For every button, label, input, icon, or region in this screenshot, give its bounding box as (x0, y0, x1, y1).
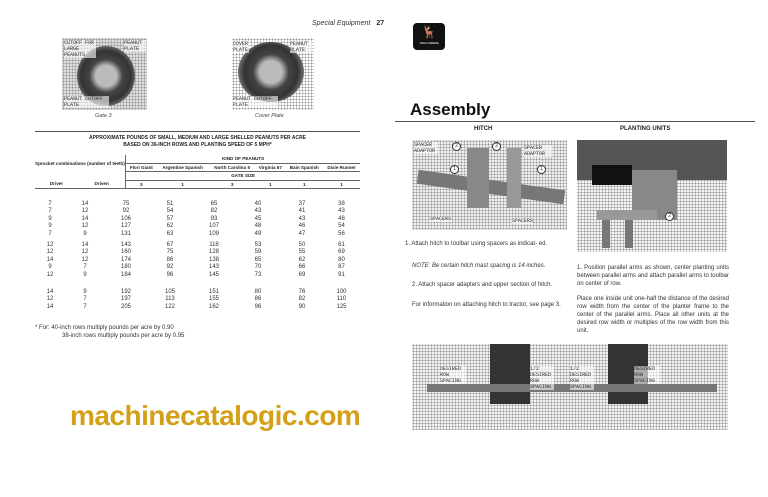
section-name: Special Equipment (312, 20, 371, 27)
callout-number: 2 (665, 212, 674, 221)
table-cell: 12 (81, 223, 89, 230)
table-cell: 100 (336, 289, 347, 295)
table-subtitle: BASED ON 36-INCH ROWS AND PLANTING SPEED OF 5 MPH* (123, 142, 272, 148)
kind-label: Argentine Spanish (162, 164, 203, 170)
table-cell: 50 (298, 242, 306, 248)
table-cell: 9 (83, 289, 87, 295)
figure-label: SPACERS (430, 216, 452, 222)
table-cell: 54 (338, 223, 345, 230)
figure-label: 1/2 DESIRED ROW SPACING (530, 366, 554, 390)
driver-header: Driver (35, 180, 78, 189)
table-cell: 75 (166, 249, 174, 256)
kind-label: Flori Giant (129, 164, 153, 170)
table-cell: 184 (120, 271, 131, 278)
figure-label: 1/2 DESIRED ROW SPACING (570, 366, 594, 390)
watermark: machinecatalogic.com (70, 400, 361, 431)
figure-label: PEANUT CUTOFF PLATE (64, 96, 109, 108)
table-cell: 7 (83, 264, 87, 271)
john-deere-logo: 🦌 JOHN DEERE (413, 23, 445, 50)
table-row (35, 223, 360, 230)
table-cell: 160 (120, 249, 131, 256)
hitch-info: For information on attaching hitch to tractor, see page 3. (412, 302, 561, 308)
planting-units-heading: PLANTING UNITS (620, 126, 671, 132)
table-row (35, 257, 360, 264)
divider (395, 121, 755, 122)
gate-size: 3 (209, 180, 255, 189)
table-cell: 145 (208, 271, 219, 278)
figure-caption: Cover Plate (255, 113, 284, 119)
table-cell: 47 (298, 230, 306, 237)
table-cell: 75 (122, 201, 130, 207)
table-cell: 57 (166, 215, 174, 222)
hitch-note: NOTE: Be certain hitch mast spacing is 14 inches. (412, 263, 546, 269)
table-cell: 62 (298, 256, 306, 263)
table-group (35, 289, 360, 311)
planting-paragraph: Place one inside unit one-half the distance of the desired row width from the center of the planter frame to the center of the parallel arms. Place all other units at the desired row width or multiples of the row width from this unit. (577, 296, 729, 334)
table-cell: 92 (166, 264, 174, 271)
table-cell: 113 (165, 296, 175, 303)
table-cell: 67 (166, 242, 174, 248)
table-cell: 131 (120, 230, 131, 237)
table-cell: 128 (208, 249, 219, 256)
table-cell: 197 (120, 296, 131, 303)
table-group (35, 201, 360, 238)
table-cell: 9 (83, 271, 87, 278)
row-spacing-figure (412, 344, 728, 430)
table-cell: 7 (48, 208, 52, 215)
kind-label: Dixie Runner (327, 164, 356, 170)
table-cell: 61 (338, 242, 345, 248)
gate-size: 1 (285, 180, 323, 189)
table-cell: 37 (298, 201, 306, 207)
figure-label: SPACER ADAPTOR (414, 142, 438, 154)
planting-step-1: 1. Position parallel arms as shown, center planting units between parallel arms and attach parallel arms to toolbar on center of row. (577, 265, 729, 287)
table-title: APPROXIMATE POUNDS OF SMALL, MEDIUM AND LARGE SHELLED PEANUTS PER ACRE (88, 135, 307, 141)
table-cell: 76 (298, 289, 306, 295)
table-cell: 107 (208, 223, 219, 230)
divider (35, 131, 360, 132)
table-cell: 48 (254, 223, 262, 230)
table-cell: 82 (210, 208, 218, 215)
table-row (35, 216, 360, 223)
table-cell: 41 (298, 208, 306, 215)
table-cell: 70 (254, 264, 262, 271)
table-cell: 12 (81, 256, 89, 263)
table-row (35, 249, 360, 256)
table-cell: 80 (254, 289, 262, 295)
table-cell: 73 (254, 271, 262, 278)
table-cell: 118 (209, 242, 219, 248)
table-cell: 109 (208, 230, 219, 237)
figure-label: DESIRED ROW SPACING (634, 366, 660, 384)
callout-number: 1 (450, 165, 459, 174)
table-row (35, 272, 360, 279)
table-cell: 7 (48, 230, 52, 237)
cover-plate-figure (232, 38, 314, 110)
kind-header: KIND OF PEANUTS (126, 155, 360, 163)
table-cell: 80 (338, 256, 345, 263)
table-cell: 49 (254, 230, 262, 237)
figure-label: COVER PLATE (233, 41, 249, 53)
table-cell: 127 (120, 223, 131, 230)
gate-size: 1 (156, 180, 209, 189)
table-cell: 205 (120, 303, 131, 310)
kind-label: North Carolina 5 (214, 164, 250, 170)
hitch-heading: HITCH (474, 126, 493, 132)
table-cell: 122 (164, 303, 175, 310)
hitch-step-1: 1. Attach hitch to toolbar using spacers as indicat- ed. (405, 241, 548, 247)
table-cell: 174 (120, 256, 131, 263)
figure-label: DESIRED ROW SPACING (440, 366, 466, 384)
table-cell: 7 (83, 303, 87, 310)
hitch-figure (412, 140, 567, 230)
table-row (35, 264, 360, 271)
table-cell: 90 (298, 303, 306, 310)
table-cell: 51 (166, 201, 174, 207)
driven-header: Driven (78, 180, 126, 189)
hitch-step-2: 2. Attach spacer adapters and upper section of hitch. (412, 282, 553, 288)
table-row (35, 242, 360, 249)
table-row (35, 208, 360, 215)
table-cell: 12 (46, 242, 54, 248)
table-cell: 53 (254, 242, 262, 248)
table-cell: 59 (254, 249, 262, 256)
table-cell: 110 (336, 296, 347, 303)
callout-number: 1 (537, 165, 546, 174)
table-cell: 69 (298, 271, 306, 278)
figure-label: PEANUT CUTOFF PLATE (233, 96, 278, 108)
table-cell: 93 (210, 215, 218, 222)
table-cell: 14 (46, 303, 54, 310)
table-cell: 14 (46, 256, 54, 263)
planting-units-figure (577, 140, 727, 252)
figure-label: CUTOFF FOR LARGE PEANUTS (64, 40, 95, 58)
table-row (35, 296, 360, 303)
table-cell: 143 (120, 242, 131, 248)
table-cell: 69 (338, 249, 345, 256)
footnote-line: * For: 40-inch rows multiply pounds per acre by 0.90 (35, 325, 174, 331)
table-cell: 55 (298, 249, 306, 256)
table-cell: 62 (166, 223, 174, 230)
table-cell: 86 (254, 296, 262, 303)
table-cell: 14 (81, 201, 89, 207)
table-cell: 14 (46, 289, 54, 295)
table-cell: 43 (254, 208, 262, 215)
figure-caption: Gate 3 (95, 113, 112, 119)
table-cell: 66 (298, 264, 306, 271)
page-number: 27 (376, 20, 385, 27)
gate-size: 1 (323, 180, 360, 189)
table-cell: 192 (120, 289, 131, 295)
table-cell: 9 (48, 223, 52, 230)
gate-size: 1 (255, 180, 285, 189)
table-cell: 105 (164, 289, 175, 295)
table-cell: 82 (298, 296, 306, 303)
table-cell: 12 (46, 249, 54, 256)
table-cell: 54 (166, 208, 174, 215)
sprocket-header: Sprocket combinations (number of teeth) (35, 155, 126, 172)
table-cell: 46 (298, 223, 306, 230)
table-cell: 38 (338, 201, 345, 207)
table-cell: 92 (122, 208, 130, 215)
gate-header: GATE SIZE (126, 172, 360, 181)
callout-number: 2 (492, 142, 501, 151)
table-row (35, 201, 360, 208)
gate-3-figure (62, 38, 147, 110)
table-cell: 96 (254, 303, 262, 310)
table-cell: 91 (338, 271, 345, 278)
table-cell: 9 (83, 230, 87, 237)
table-row (35, 289, 360, 296)
kind-label: Bain Spanish (289, 164, 319, 170)
table-cell: 9 (48, 215, 52, 222)
table-row (35, 231, 360, 238)
figure-label: PEANUT PLATE (290, 41, 312, 53)
table-cell: 65 (254, 256, 262, 263)
peanut-rate-table-header (35, 155, 360, 189)
figure-label: SPACERS (512, 218, 534, 224)
page-title: Assembly (410, 100, 491, 119)
table-cell: 138 (208, 256, 219, 263)
footnote-line: 38-inch rows multiply pounds per acre by 0.95 (62, 333, 185, 339)
table-cell: 48 (338, 215, 345, 222)
table-cell: 87 (338, 264, 345, 271)
table-cell: 40 (254, 201, 262, 207)
table-cell: 12 (46, 271, 54, 278)
table-cell: 151 (208, 289, 219, 295)
table-cell: 14 (81, 215, 89, 222)
table-row (35, 304, 360, 311)
figure-label: PEANUT PLATE (124, 40, 146, 52)
table-cell: 180 (120, 264, 131, 271)
table-cell: 65 (210, 201, 218, 207)
table-cell: 86 (166, 256, 174, 263)
table-group (35, 242, 360, 279)
table-cell: 125 (336, 303, 347, 310)
table-cell: 106 (120, 215, 131, 222)
table-cell: 56 (338, 230, 345, 237)
table-cell: 43 (338, 208, 345, 215)
table-cell: 143 (208, 264, 219, 271)
table-cell: 63 (166, 230, 174, 237)
table-cell: 12 (46, 296, 54, 303)
table-footnote (35, 324, 184, 340)
gate-size: 3 (126, 180, 156, 189)
table-cell: 155 (208, 296, 219, 303)
table-cell: 14 (81, 242, 89, 248)
table-cell: 162 (208, 303, 219, 310)
table-cell: 12 (81, 249, 89, 256)
figure-label: SPACER ADAPTOR (524, 145, 552, 157)
table-cell: 7 (48, 201, 52, 207)
callout-number: 2 (452, 142, 461, 151)
table-cell: 9 (48, 264, 52, 271)
table-cell: 43 (298, 215, 306, 222)
table-cell: 7 (83, 296, 87, 303)
table-cell: 12 (81, 208, 89, 215)
running-header (312, 20, 384, 27)
kind-label: Virginia 67 (258, 164, 282, 170)
table-cell: 96 (166, 271, 174, 278)
table-cell: 45 (254, 215, 262, 222)
